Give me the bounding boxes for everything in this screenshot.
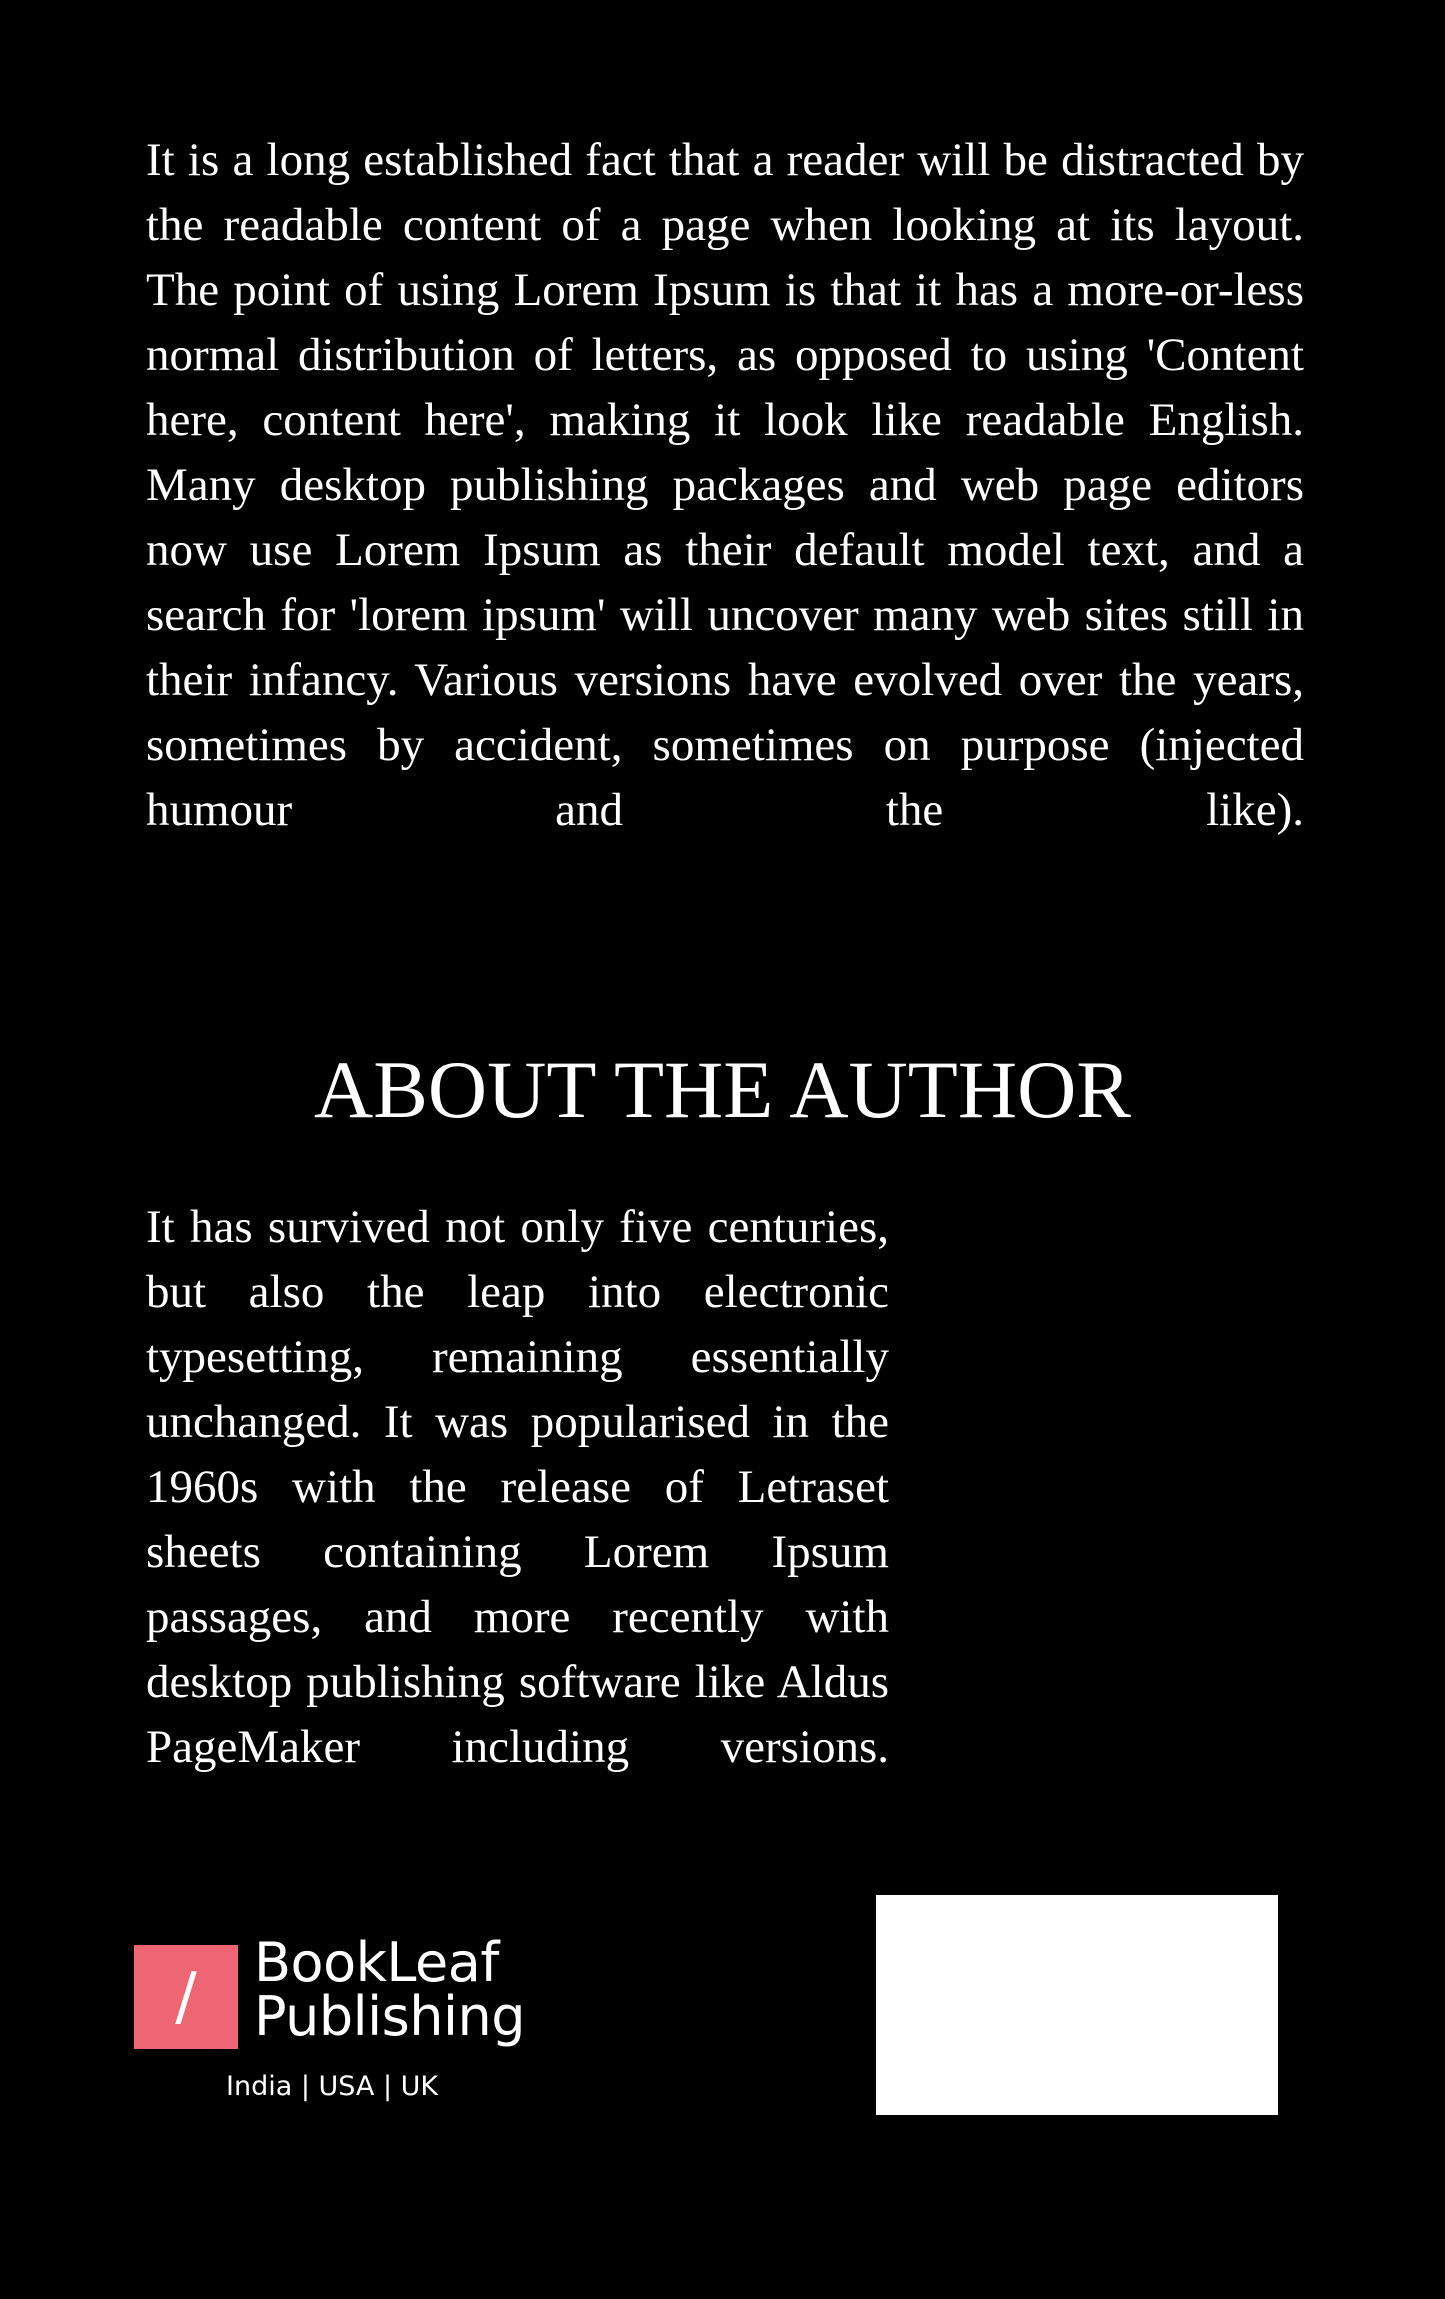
back-cover-blurb: It is a long established fact that a reader will be distracted by the readable content of a page when looking at its layout. The point of using Lorem Ipsum is that it has a more-or-less normal distribution of letters, as opposed to using 'Content here, content here', making it look like readable English. Many desktop publishing packages and web page editors now use Lorem Ipsum as their default model text, and a search for 'lorem ipsum' will uncover many web sites still in their infancy. Various versions have evolved over the years, sometimes by accident, sometimes on purpose (injected humour and the like). xyxy=(146,134,1304,836)
author-bio: It has survived not only five centuries, but also the leap into electronic typesetting, remaining essentially unchanged. It was popularised in the 1960s with the release of Letraset sheets containing Lorem Ipsum passages, and more recently with desktop publishing software like Aldus PageMaker including versions. xyxy=(146,1201,889,1773)
publisher-logo xyxy=(134,1931,554,2115)
about-author-heading: ABOUT THE AUTHOR xyxy=(314,1044,1131,1135)
barcode-placeholder xyxy=(876,1895,1278,2115)
publisher-regions: India | USA | UK xyxy=(226,2071,439,2102)
publisher-name-line2: Publishing xyxy=(254,1985,525,2048)
publisher-name-line1: BookLeaf xyxy=(254,1931,499,1994)
slash-logo-icon: / xyxy=(134,1945,238,2049)
